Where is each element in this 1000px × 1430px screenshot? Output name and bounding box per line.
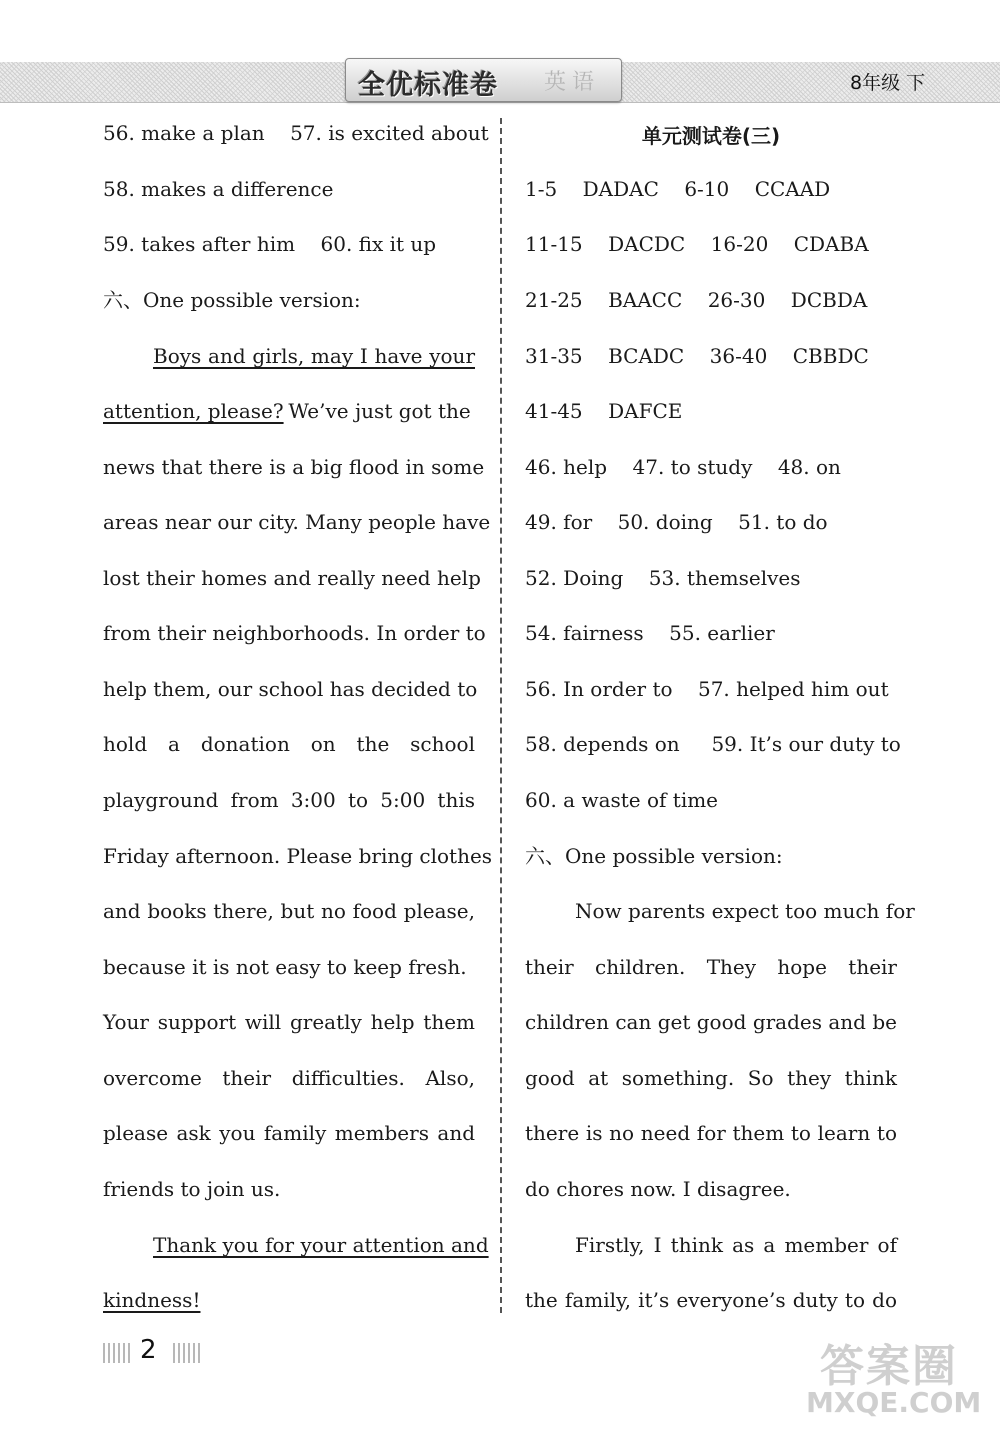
right-line: 11-15 DACDC 16-20 CDABA (525, 232, 869, 256)
watermark-logo: 答案圈 (820, 1341, 958, 1392)
left-line: please ask you family members and (103, 1121, 475, 1145)
left-line: and books there, but no food please, (103, 899, 475, 923)
left-line: kindness! (103, 1288, 201, 1312)
right-line: 60. a waste of time (525, 788, 719, 812)
right-line: 21-25 BAACC 26-30 DCBDA (525, 288, 868, 312)
left-line: Thank you for your attention and (153, 1233, 489, 1257)
left-line: areas near our city. Many people have (103, 510, 491, 534)
watermark (800, 1330, 995, 1425)
left-line: overcome their difficulties. Also, (103, 1066, 475, 1090)
section-title: 单元测试卷(三) (641, 124, 781, 148)
left-line: 56. make a plan 57. is excited about (103, 121, 489, 145)
left-line: lost their homes and really need help (103, 566, 481, 590)
brand-title: 全优标准卷 (358, 70, 498, 101)
left-line: friends to join us. (103, 1177, 281, 1201)
right-line: 41-45 DAFCE (525, 399, 683, 423)
right-line: good at something. So they think (525, 1066, 897, 1090)
brand-subject: 英语 (544, 70, 601, 95)
left-line: We’ve just got the (282, 399, 471, 423)
left-line: attention, please? (103, 399, 284, 423)
right-line: Now parents expect too much for (575, 899, 915, 923)
right-line: Firstly, I think as a member of (575, 1233, 897, 1257)
left-line: Boys and girls, may I have your (153, 344, 475, 368)
left-line: news that there is a big flood in some (103, 455, 485, 479)
right-line: their children. They hope their (525, 955, 897, 979)
right-line: children can get good grades and be (525, 1010, 897, 1034)
grade-label: 8年级 下 (850, 72, 926, 94)
left-line: from their neighborhoods. In order to (103, 621, 486, 645)
footer-decoration (173, 1343, 203, 1363)
column-divider (500, 118, 502, 1313)
left-line: 59. takes after him 60. fix it up (103, 232, 437, 256)
left-line: 六、One possible version: (103, 288, 361, 312)
left-line: help them, our school has decided to (103, 677, 478, 701)
right-line: 54. fairness 55. earlier (525, 621, 775, 645)
right-line: 31-35 BCADC 36-40 CBBDC (525, 344, 869, 368)
brand-logo (345, 58, 622, 102)
right-line: there is no need for them to learn to (525, 1121, 897, 1145)
left-line: 58. makes a difference (103, 177, 334, 201)
left-line: because it is not easy to keep fresh. (103, 955, 467, 979)
page-number: 2 (140, 1335, 157, 1365)
right-line: 49. for 50. doing 51. to do (525, 510, 828, 534)
right-line: 52. Doing 53. themselves (525, 566, 801, 590)
left-line: Friday afternoon. Please bring clothes (103, 844, 493, 868)
left-line: Your support will greatly help them (103, 1010, 475, 1034)
left-line: playground from 3:00 to 5:00 this (103, 788, 475, 812)
footer-decoration (103, 1343, 133, 1363)
right-line: do chores now. I disagree. (525, 1177, 791, 1201)
left-line: hold a donation on the school (103, 732, 475, 756)
right-line: 六、One possible version: (525, 844, 783, 868)
right-line: 46. help 47. to study 48. on (525, 455, 841, 479)
right-line: the family, it’s everyone’s duty to do (525, 1288, 897, 1312)
right-line: 58. depends on 59. It’s our duty to (525, 732, 901, 756)
watermark-url: MXQE.COM (806, 1386, 982, 1419)
right-line: 56. In order to 57. helped him out (525, 677, 889, 701)
right-line: 1-5 DADAC 6-10 CCAAD (525, 177, 831, 201)
